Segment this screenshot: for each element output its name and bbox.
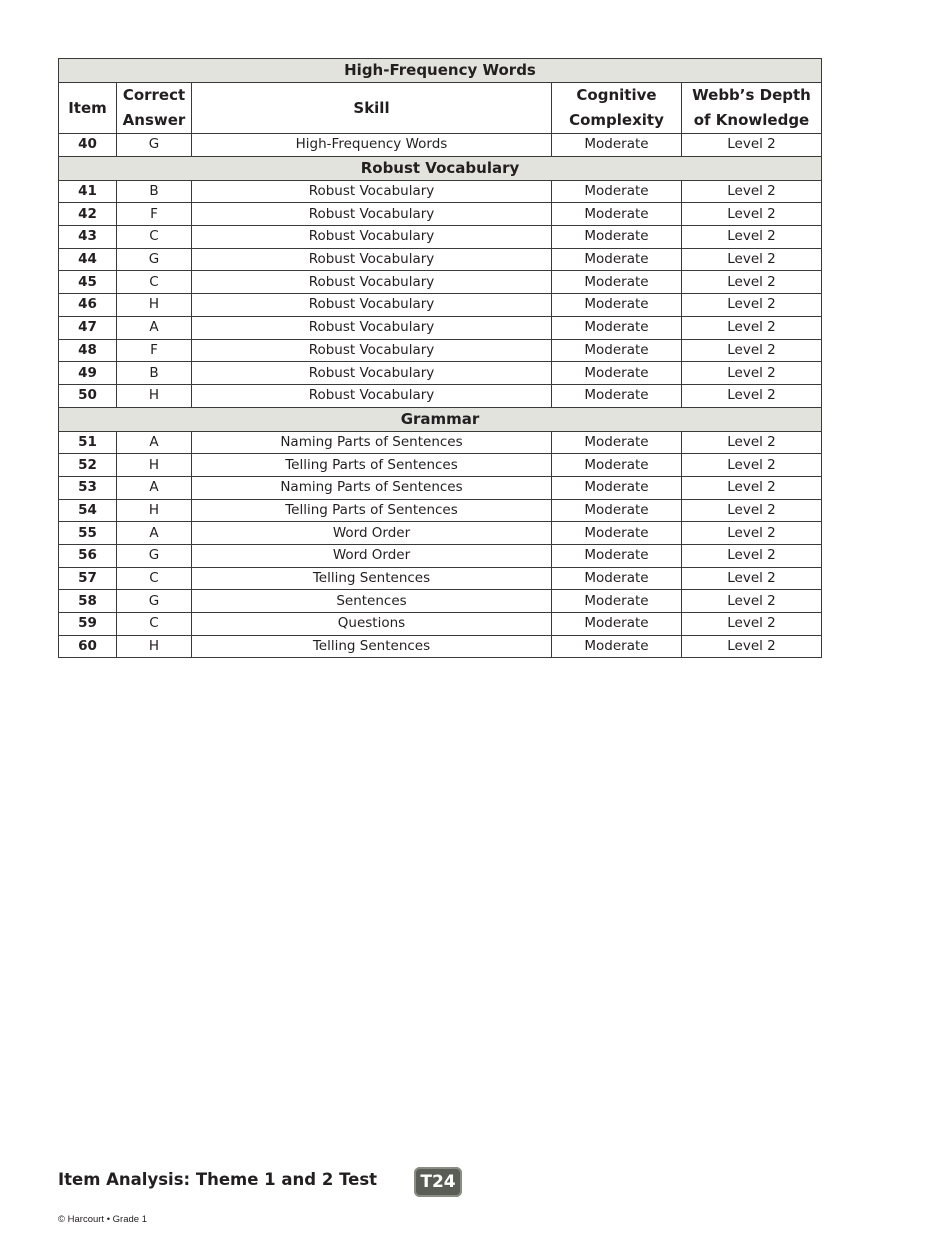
cell-cognitive-complexity: Moderate bbox=[552, 134, 682, 157]
cell-correct-answer: C bbox=[117, 567, 192, 590]
cell-item: 47 bbox=[59, 316, 117, 339]
cell-item: 45 bbox=[59, 271, 117, 294]
table-row bbox=[59, 226, 822, 249]
cell-item: 41 bbox=[59, 180, 117, 203]
cell-cognitive-complexity: Moderate bbox=[552, 271, 682, 294]
cell-depth-of-knowledge: Level 2 bbox=[682, 499, 822, 522]
section-title: Grammar bbox=[59, 407, 822, 431]
cell-depth-of-knowledge: Level 2 bbox=[682, 545, 822, 568]
cell-skill: Telling Parts of Sentences bbox=[192, 499, 552, 522]
table-row bbox=[59, 203, 822, 226]
column-header-row bbox=[59, 83, 822, 134]
table-row bbox=[59, 294, 822, 317]
cell-cognitive-complexity: Moderate bbox=[552, 590, 682, 613]
cell-cognitive-complexity: Moderate bbox=[552, 248, 682, 271]
cell-item: 46 bbox=[59, 294, 117, 317]
cell-item: 59 bbox=[59, 613, 117, 636]
cell-depth-of-knowledge: Level 2 bbox=[682, 613, 822, 636]
table-row bbox=[59, 635, 822, 658]
cell-skill: Robust Vocabulary bbox=[192, 362, 552, 385]
cell-cognitive-complexity: Moderate bbox=[552, 567, 682, 590]
cell-depth-of-knowledge: Level 2 bbox=[682, 294, 822, 317]
table-row bbox=[59, 134, 822, 157]
cell-skill: Robust Vocabulary bbox=[192, 384, 552, 407]
cell-correct-answer: H bbox=[117, 454, 192, 477]
cell-item: 53 bbox=[59, 476, 117, 499]
cell-skill: Word Order bbox=[192, 545, 552, 568]
section-header-row bbox=[59, 59, 822, 83]
cell-skill: Sentences bbox=[192, 590, 552, 613]
cell-depth-of-knowledge: Level 2 bbox=[682, 522, 822, 545]
table-row bbox=[59, 522, 822, 545]
table-row bbox=[59, 271, 822, 294]
section-header-row bbox=[59, 407, 822, 431]
cell-skill: High-Frequency Words bbox=[192, 134, 552, 157]
cell-correct-answer: H bbox=[117, 499, 192, 522]
cell-depth-of-knowledge: Level 2 bbox=[682, 476, 822, 499]
cell-cognitive-complexity: Moderate bbox=[552, 226, 682, 249]
cell-depth-of-knowledge: Level 2 bbox=[682, 203, 822, 226]
table-row bbox=[59, 248, 822, 271]
cell-correct-answer: A bbox=[117, 476, 192, 499]
cell-item: 58 bbox=[59, 590, 117, 613]
table-row bbox=[59, 362, 822, 385]
cell-depth-of-knowledge: Level 2 bbox=[682, 316, 822, 339]
cell-item: 52 bbox=[59, 454, 117, 477]
cell-cognitive-complexity: Moderate bbox=[552, 454, 682, 477]
cell-skill: Telling Sentences bbox=[192, 567, 552, 590]
cell-correct-answer: B bbox=[117, 362, 192, 385]
table-row bbox=[59, 431, 822, 454]
cell-item: 44 bbox=[59, 248, 117, 271]
cell-skill: Telling Sentences bbox=[192, 635, 552, 658]
cell-correct-answer: H bbox=[117, 635, 192, 658]
copyright: © Harcourt • Grade 1 bbox=[58, 1214, 147, 1225]
cell-skill: Robust Vocabulary bbox=[192, 248, 552, 271]
table-row bbox=[59, 499, 822, 522]
header-item: Item bbox=[59, 83, 117, 134]
cell-cognitive-complexity: Moderate bbox=[552, 294, 682, 317]
cell-skill: Telling Parts of Sentences bbox=[192, 454, 552, 477]
cell-correct-answer: F bbox=[117, 339, 192, 362]
cell-skill: Robust Vocabulary bbox=[192, 203, 552, 226]
table-row bbox=[59, 454, 822, 477]
cell-correct-answer: F bbox=[117, 203, 192, 226]
cell-correct-answer: G bbox=[117, 248, 192, 271]
cell-skill: Robust Vocabulary bbox=[192, 294, 552, 317]
section-title: High-Frequency Words bbox=[59, 59, 822, 83]
cell-skill: Robust Vocabulary bbox=[192, 339, 552, 362]
page-number-badge: T24 bbox=[414, 1167, 462, 1197]
cell-cognitive-complexity: Moderate bbox=[552, 635, 682, 658]
cell-item: 50 bbox=[59, 384, 117, 407]
cell-cognitive-complexity: Moderate bbox=[552, 203, 682, 226]
cell-depth-of-knowledge: Level 2 bbox=[682, 431, 822, 454]
cell-item: 43 bbox=[59, 226, 117, 249]
table-row bbox=[59, 180, 822, 203]
cell-correct-answer: C bbox=[117, 271, 192, 294]
section-header-row bbox=[59, 156, 822, 180]
header-cognitive-complexity: Cognitive Complexity bbox=[552, 83, 682, 134]
cell-depth-of-knowledge: Level 2 bbox=[682, 454, 822, 477]
cell-skill: Robust Vocabulary bbox=[192, 271, 552, 294]
cell-depth-of-knowledge: Level 2 bbox=[682, 271, 822, 294]
cell-correct-answer: H bbox=[117, 384, 192, 407]
cell-cognitive-complexity: Moderate bbox=[552, 476, 682, 499]
cell-depth-of-knowledge: Level 2 bbox=[682, 226, 822, 249]
table-row bbox=[59, 316, 822, 339]
cell-correct-answer: B bbox=[117, 180, 192, 203]
cell-cognitive-complexity: Moderate bbox=[552, 545, 682, 568]
cell-depth-of-knowledge: Level 2 bbox=[682, 384, 822, 407]
cell-cognitive-complexity: Moderate bbox=[552, 384, 682, 407]
table-row bbox=[59, 476, 822, 499]
cell-correct-answer: A bbox=[117, 316, 192, 339]
cell-depth-of-knowledge: Level 2 bbox=[682, 134, 822, 157]
header-correct-answer: Correct Answer bbox=[117, 83, 192, 134]
cell-item: 60 bbox=[59, 635, 117, 658]
cell-depth-of-knowledge: Level 2 bbox=[682, 248, 822, 271]
cell-skill: Robust Vocabulary bbox=[192, 226, 552, 249]
cell-item: 55 bbox=[59, 522, 117, 545]
footer-title: Item Analysis: Theme 1 and 2 Test bbox=[58, 1170, 378, 1189]
cell-correct-answer: H bbox=[117, 294, 192, 317]
cell-depth-of-knowledge: Level 2 bbox=[682, 567, 822, 590]
cell-cognitive-complexity: Moderate bbox=[552, 339, 682, 362]
table-row bbox=[59, 613, 822, 636]
cell-cognitive-complexity: Moderate bbox=[552, 522, 682, 545]
cell-item: 57 bbox=[59, 567, 117, 590]
table-body bbox=[59, 59, 822, 658]
cell-item: 51 bbox=[59, 431, 117, 454]
cell-depth-of-knowledge: Level 2 bbox=[682, 339, 822, 362]
cell-cognitive-complexity: Moderate bbox=[552, 316, 682, 339]
table-row bbox=[59, 339, 822, 362]
cell-depth-of-knowledge: Level 2 bbox=[682, 180, 822, 203]
cell-correct-answer: C bbox=[117, 226, 192, 249]
cell-cognitive-complexity: Moderate bbox=[552, 431, 682, 454]
cell-correct-answer: G bbox=[117, 590, 192, 613]
item-analysis-table bbox=[58, 58, 822, 658]
table-row bbox=[59, 384, 822, 407]
cell-skill: Naming Parts of Sentences bbox=[192, 431, 552, 454]
cell-correct-answer: C bbox=[117, 613, 192, 636]
cell-item: 56 bbox=[59, 545, 117, 568]
table-row bbox=[59, 567, 822, 590]
cell-item: 54 bbox=[59, 499, 117, 522]
cell-correct-answer: G bbox=[117, 545, 192, 568]
header-webbs-depth: Webb’s Depth of Knowledge bbox=[682, 83, 822, 134]
cell-item: 49 bbox=[59, 362, 117, 385]
cell-skill: Word Order bbox=[192, 522, 552, 545]
cell-correct-answer: G bbox=[117, 134, 192, 157]
cell-cognitive-complexity: Moderate bbox=[552, 362, 682, 385]
cell-item: 48 bbox=[59, 339, 117, 362]
table-row bbox=[59, 590, 822, 613]
cell-cognitive-complexity: Moderate bbox=[552, 613, 682, 636]
cell-item: 42 bbox=[59, 203, 117, 226]
cell-cognitive-complexity: Moderate bbox=[552, 180, 682, 203]
cell-skill: Questions bbox=[192, 613, 552, 636]
cell-skill: Naming Parts of Sentences bbox=[192, 476, 552, 499]
section-title: Robust Vocabulary bbox=[59, 156, 822, 180]
cell-depth-of-knowledge: Level 2 bbox=[682, 635, 822, 658]
cell-correct-answer: A bbox=[117, 522, 192, 545]
header-skill: Skill bbox=[192, 83, 552, 134]
cell-correct-answer: A bbox=[117, 431, 192, 454]
cell-skill: Robust Vocabulary bbox=[192, 180, 552, 203]
table-row bbox=[59, 545, 822, 568]
cell-cognitive-complexity: Moderate bbox=[552, 499, 682, 522]
cell-depth-of-knowledge: Level 2 bbox=[682, 362, 822, 385]
cell-item: 40 bbox=[59, 134, 117, 157]
cell-depth-of-knowledge: Level 2 bbox=[682, 590, 822, 613]
cell-skill: Robust Vocabulary bbox=[192, 316, 552, 339]
